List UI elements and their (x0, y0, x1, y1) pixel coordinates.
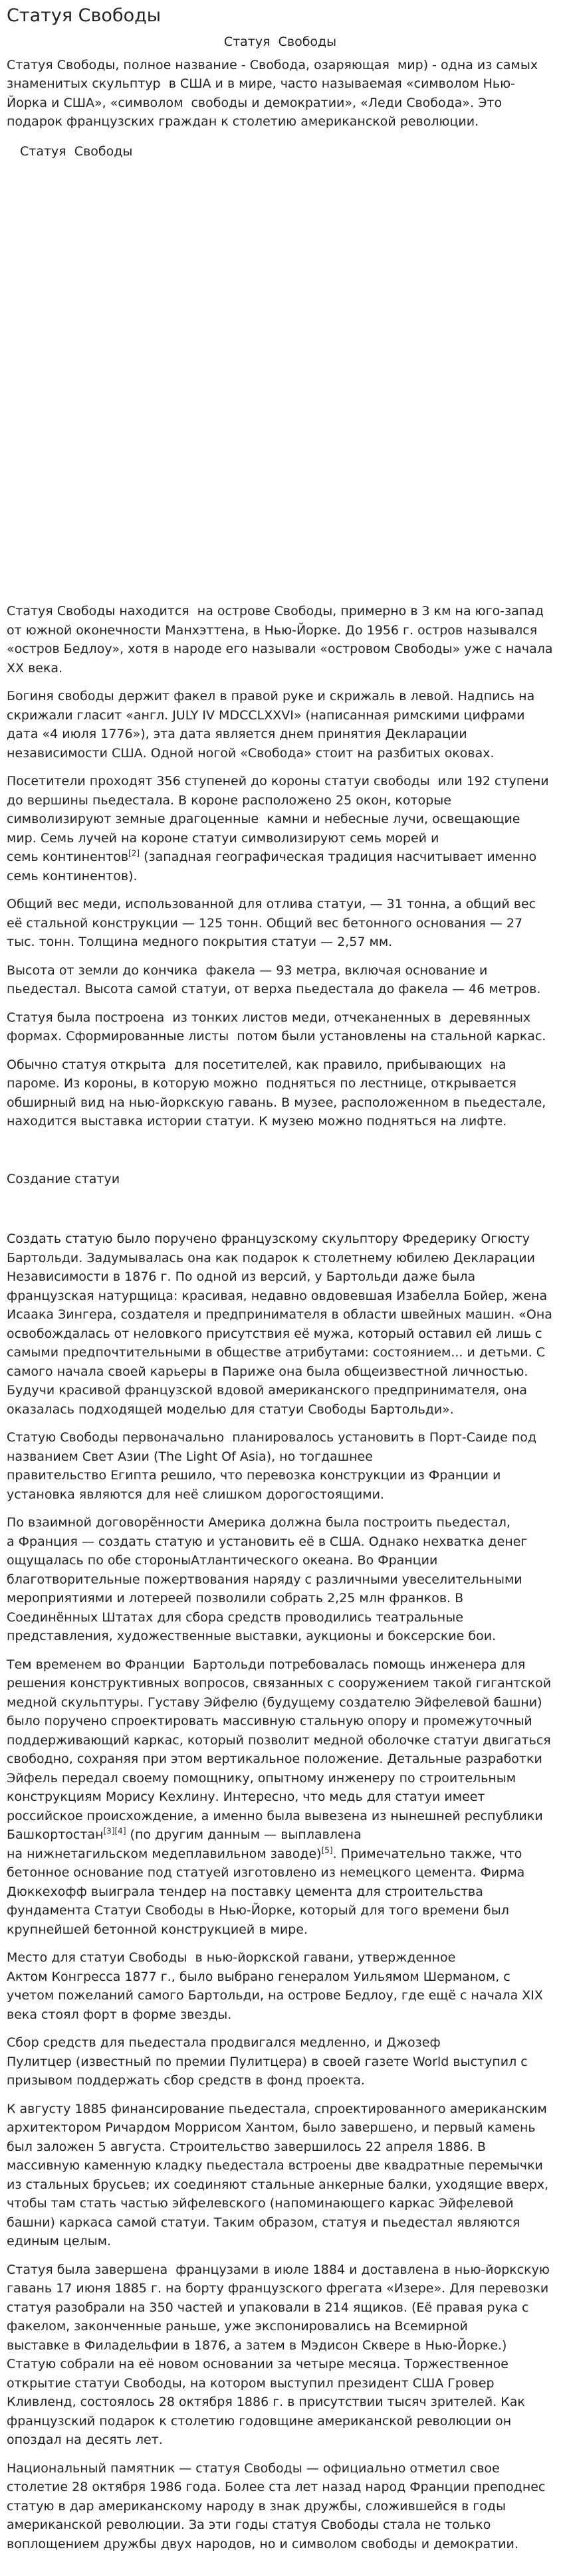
statue-figure (7, 142, 554, 600)
footnote-link[interactable]: [3][4] (103, 1826, 126, 1836)
section-heading: Создание статуи (7, 1171, 120, 1186)
footnote-link[interactable]: [2] (128, 848, 140, 858)
paragraph-text: Тем временем во Франции Бартольди потребовалась помощь инженера для решения конструктивных вопросов, связанных с сооружением такой гигантской медной скульптуры. Густаву Эйфелю (будущему создателю Эйфелевой башни) было поручено спроектировать массивную стальную опору и промежуточный поддерживающий каркас, который позволит медной оболочке статуи двигаться свободно, сохраняя при этом вертикальное положение. Детальные разработки Эйфель передал своему помощнику, опытному инженеру по строительным конструкциям Морису Кехлину. Интересно, что медь для статуи имеет российское происхождение, а именно была вывезена из нынешней республики Башкортостан (7, 1657, 556, 1843)
body-paragraph (7, 1655, 554, 1940)
body-paragraph: К августу 1885 финансирование пьедестала, спроектированного американским архитектором Ричардом Моррисом Хантом, было завершено, и первый камень был заложен 5 августа. Строительство завершилось 22 апреля 1886. В массивную каменную кладку пьедестала встроены две квадратные перемычки из стальных брусьев; их соединяют стальные анкерные балки, уходящие вверх, чтобы там стать частью эйфелевского (напоминающего каркас Эйфелевой башни) каркаса самой статуи. Таким образом, статуя и пьедестал являются единым целым. (7, 2101, 553, 2249)
body-paragraph: Создать статую было поручено французскому скульптору Фредерику Огюсту Бартольди. Задумывалась она как подарок к столетнему юбилею Декларации Независимости в 1876 г. По одной из версий, у Бартольди даже была французская натурщица: красивая, недавно овдовевшая Изабелла Бойер, жена Исаака Зингера, создателя и предпринимателя в области швейных машин. «Она освобождалась от неловкого присутствия её мужа, который оставил ей лишь с самыми предпочтительными в обществе атрибутами: состоянием... и детьми. С самого начала своей карьеры в Париже она была общеизвестной личностью. Будучи красивой французской вдовой американского предпринимателя, она оказалась подходящей моделью для статуи Свободы Бартольди». (7, 1232, 556, 1417)
body-paragraph: Национальный памятник — статуя Свободы — официально отметил свое столетие 28 октября 1986 года. Более ста лет назад народ Франции преподнес статую в дар американскому народу в знак дружбы, сложившейся в годы американской революции. За эти годы статуя Свободы стала не только воплощением дружбы двух народов, но и символом свободы и демократии. (7, 2460, 550, 2551)
paragraph-text: . Примечательно также, что бетонное основание под статуей изготовлено из немецкого цемента. Фирма Дюккехофф выиграла тендер на поставку цемента для строительства фундамента Статуи Свободы в Нью-Йорке, который для того времени был крупнейшей бетонной конструкцией в мире. (7, 1846, 529, 1937)
body-paragraph: Общий вес меди, использованной для отлива статуи, — 31 тонна, а общий вес её стальной конструкции — 125 тонн. Общий вес бетонного основания — 27 тыс. тонн. Толщина медного покрытия статуи — 2,57 мм. (7, 897, 540, 950)
footnote-link[interactable]: [5] (321, 1845, 333, 1855)
intro-paragraph: Статуя Свободы, полное название - Свобода, озаряющая мир) - одна из самых знаменитых скульптур в США и в мире, часто называемая «символом Нью-Йорка и США», «символом свободы и демократии», «Леди Свобода». Это подарок французских граждан к столетию американской революции. (7, 57, 542, 130)
body-paragraph: Богиня свободы держит факел в правой руке и скрижаль в левой. Надпись на скрижали гласит «англ. JULY IV MDCCLXXVI» (написанная римскими цифрами дата «4 июля 1776»), эта дата является днем принятия Декларации независимости США. Одной ногой «Свобода» стоит на разбитых оковах. (7, 689, 539, 761)
statue-image (7, 161, 554, 599)
body-paragraph: Статуя была построена из тонких листов меди, отчеканенных в деревянных формах. Сформированные листы потом были установлены на стальной каркас. (7, 1010, 546, 1044)
body-paragraph (7, 772, 554, 885)
body-paragraph: Статуя Свободы находится на острове Свободы, примерно в 3 км на юго-запад от южной оконечности Манхэттена, в Нью-Йорке. До 1956 г. остров назывался «остров Бедлоу», хотя в народе его называли «островом Свободы» уже с начала XX века. (7, 604, 557, 676)
figure-caption: Статуя Свободы (20, 143, 133, 159)
body-paragraph: Обычно статуя открыта для посетителей, как правило, прибывающих на пароме. Из короны, в которую можно подняться по лестнице, открывается обширный вид на нью-йоркскую гавань. В музее, расположенном в пьедестале, находится выставка истории статуи. К музею можно подняться на лифте. (7, 1057, 550, 1129)
body-paragraph: Статую Свободы первоначально планировалось установить в Порт-Саиде под названием Свет Азии (The Light Of Asia), но тогдашнее правительство Египта решило, что перевозка конструкции из Франции и установка являются для неё слишком дорогостоящими. (7, 1430, 537, 1502)
body-paragraph: Статуя была завершена французами в июле 1884 и доставлена в нью-йоркскую гавань 17 июня 1885 г. на борту французского фрегата «Изере». Для перевозки статуя разобрали на 350 частей и упаковали в 214 ящиков. (Её правая рука с факелом, законченные раньше, уже экспонировались на Всемирной выставке в Филадельфии в 1876, а затем в Мэдисон Сквере в Нью-Йорке.) Статую собрали на её новом основании за четыре месяца. Торжественное открытие статуи Свободы, на котором выступил президент США Гровер Кливленд, состоялось 28 октября 1886 г. в присутствии тысяч зрителей. Как французский подарок к столетию годовщине американской революции он опоздал на десять лет. (7, 2262, 550, 2448)
paragraph-text: (по другим данным — выплавлена на нижнетагильском медеплавильном заводе) (7, 1827, 362, 1861)
body-paragraph: Место для статуи Свободы в нью-йоркской гавани, утвержденное Актом Конгресса 1877 г., было выбрано генералом Уильямом Шерманом, с учетом пожеланий самого Бартольди, на острове Бедлоу, где ещё с начала XIX века стоял форт в форме звезды. (7, 1950, 543, 2022)
paragraph-text: Посетители проходят 356 ступеней до короны статуи свободы или 192 ступени до вершины пьедестала. В короне расположено 25 окон, которые символизируют земные драгоценные камни и небесные лучи, освещающие мир. Семь лучей на короне статуи символизируют семь морей и семь континентов (7, 774, 549, 865)
paragraph-text: (западная географическая традиция насчитывает именно семь континентов). (7, 850, 541, 883)
body-paragraph: По взаимной договорённости Америка должна была построить пьедестал, а Франция — создать статую и установить её в США. Однако нехватка денег ощущалась по обе стороныАтлантического океана. Во Франции благотворительные пожертвования наряду с различными увеселительными мероприятиями и лотереей позволили собрать 2,25 млн франков. В Соединённых Штатах для сбора средств проводились театральные представления, художественные выставки, аукционы и боксерские бои. (7, 1515, 528, 1644)
body-paragraph: Сбор средств для пьедестала продвигался медленно, и Джозеф Пулитцер (известный по премии Пулитцера) в своей газете World выступил с призывом поддержать сбор средств в фонд проекта. (7, 2035, 528, 2088)
page-title: Статуя Свободы (7, 5, 162, 26)
image-caption-top: Статуя Свободы (223, 35, 337, 50)
body-paragraph: Высота от земли до кончика факела — 93 метра, включая основание и пьедестал. Высота самой статуи, от верха пьедестала до факела — 46 метров. (7, 963, 541, 997)
